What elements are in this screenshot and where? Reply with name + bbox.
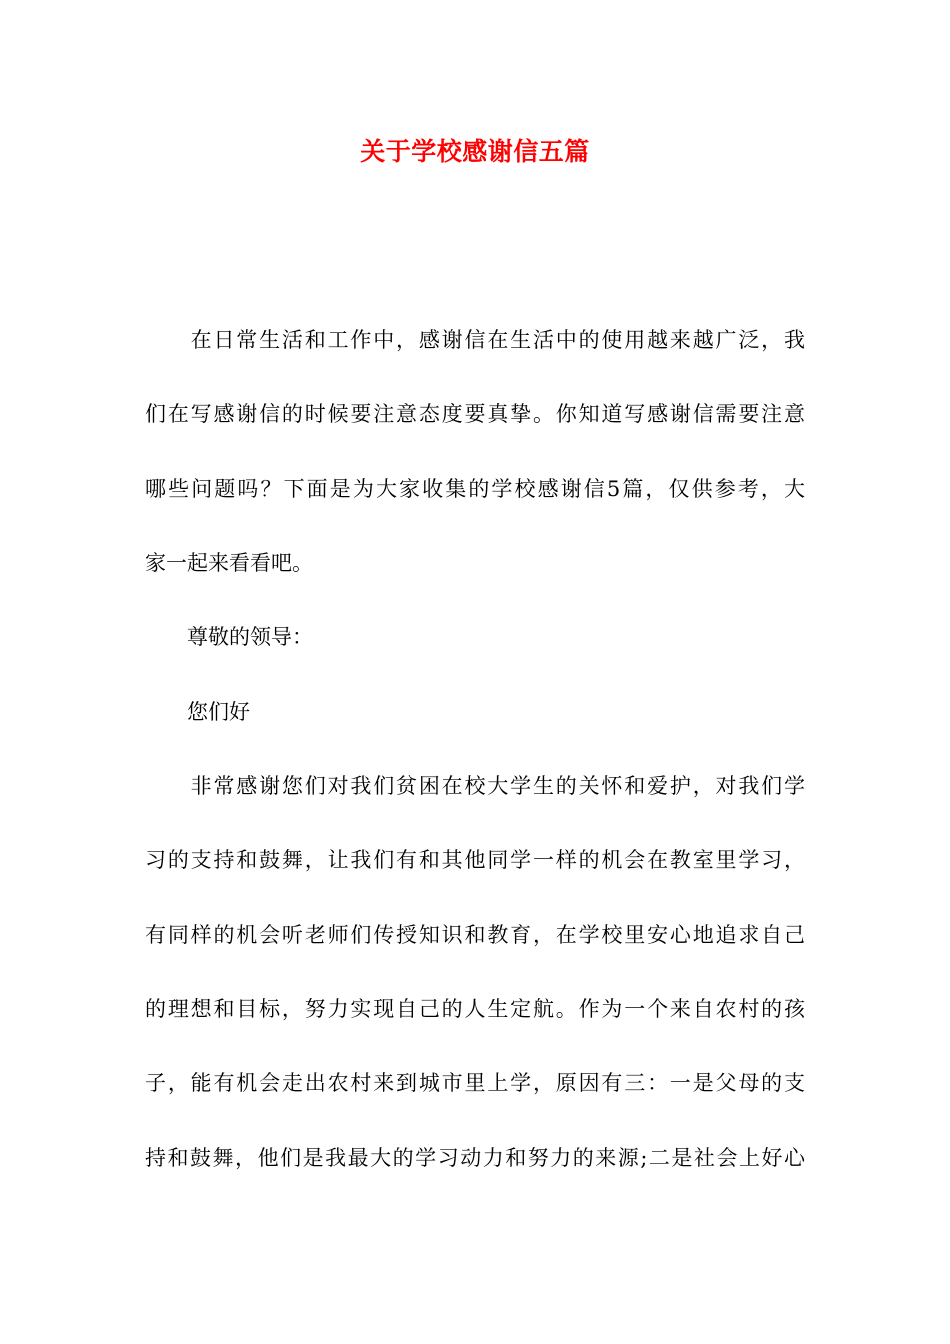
paragraph-line: 在日常生活和工作中，感谢信在生活中的使用越来越广泛，我 <box>145 328 805 352</box>
paragraph-line: 习的支持和鼓舞，让我们有和其他同学一样的机会在教室里学习， <box>145 848 805 872</box>
document-title: 关于学校感谢信五篇 <box>360 137 590 166</box>
paragraph-line: 持和鼓舞，他们是我最大的学习动力和努力的来源;二是社会上好心 <box>145 1146 805 1170</box>
paragraph-line: 的理想和目标，努力实现自己的人生定航。作为一个来自农村的孩 <box>145 997 805 1021</box>
greeting-line: 您们好 <box>145 700 250 724</box>
paragraph-line: 们在写感谢信的时候要注意态度要真挚。你知道写感谢信需要注意 <box>145 402 805 426</box>
paragraph-line: 子，能有机会走出农村来到城市里上学，原因有三：一是父母的支 <box>145 1071 805 1095</box>
paragraph-line: 非常感谢您们对我们贫困在校大学生的关怀和爱护，对我们学 <box>145 774 805 798</box>
paragraph-line: 家一起来看看吧。 <box>145 551 313 575</box>
salutation-line: 尊敬的领导： <box>145 625 313 649</box>
paragraph-line: 有同样的机会听老师们传授知识和教育，在学校里安心地追求自己 <box>145 923 805 947</box>
paragraph-line: 哪些问题吗？下面是为大家收集的学校感谢信5篇，仅供参考，大 <box>145 477 805 501</box>
